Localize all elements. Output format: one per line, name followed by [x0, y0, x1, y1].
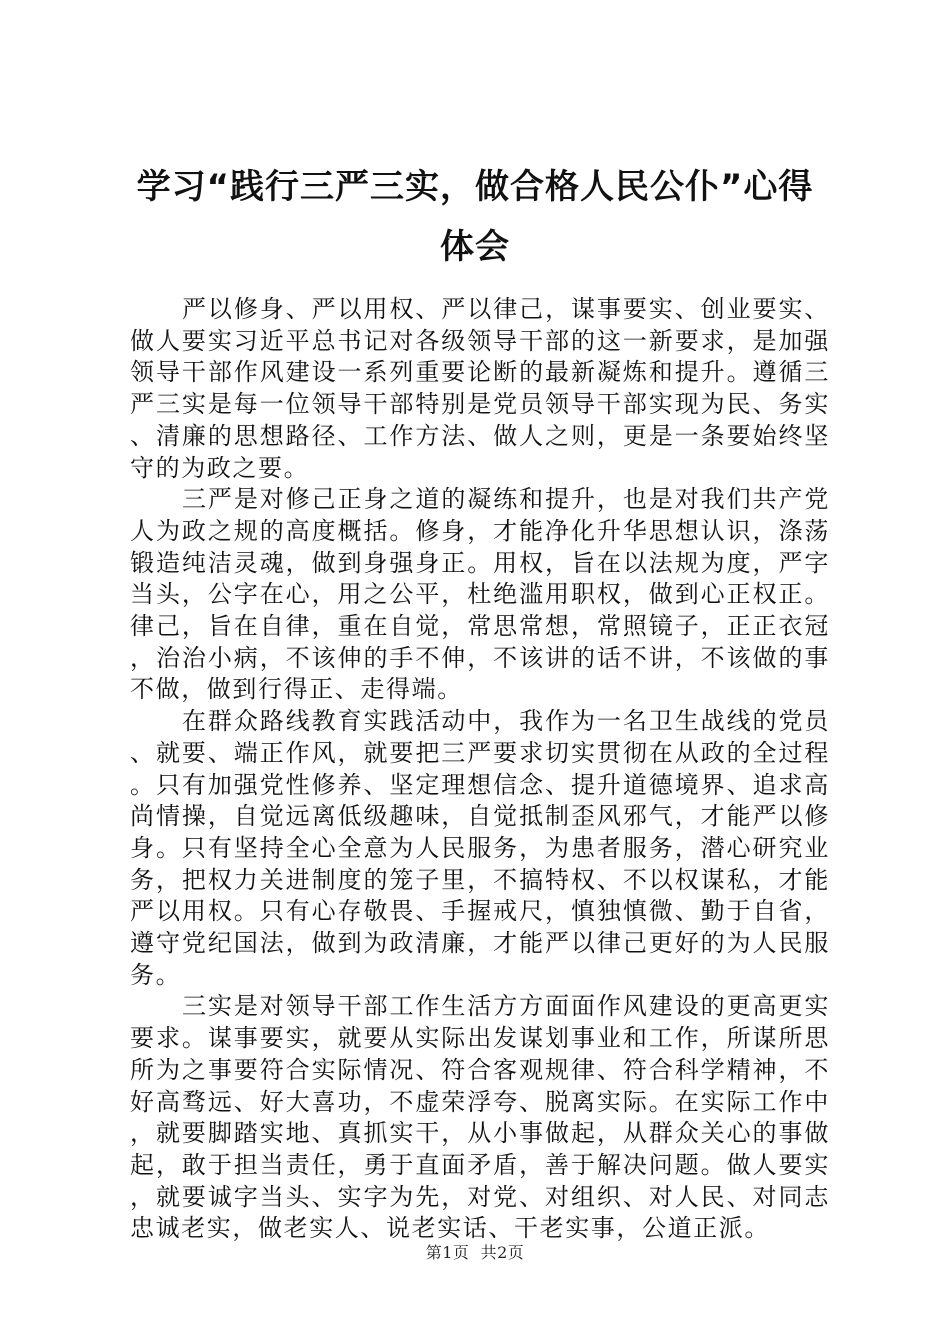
document-body — [130, 294, 830, 1245]
page-number-label: 第1页 共2页 — [425, 1243, 525, 1262]
body-paragraph-4: 三实是对领导干部工作生活方方面面作风建设的更高更实要求。谋事要实，就要从实际出发谋划事业和工作，所谋所思所为之事要符合实际情况、符合客观规律、符合科学精神，不好高骛远、好大喜功，不虚荣浮夸、脱离实际。在实际工作中，就要脚踏实地、真抓实干，从小事做起，从群众关心的事做起，敢于担当责任，勇于直面矛盾，善于解决问题。做人要实，就要诚字当头、实字为先，对党、对组织、对人民、对同志忠诚老实，做老实人、说老实话、干老实事，公道正派。 — [130, 992, 830, 1243]
document-title-line-1: 学习“践行三严三实，做合格人民公仆”心得 — [136, 167, 814, 207]
body-paragraph-1: 严以修身、严以用权、严以律己，谋事要实、创业要实、做人要实习近平总书记对各级领导干部的这一新要求，是加强领导干部作风建设一系列重要论断的最新凝炼和提升。遵循三严三实是每一位领导干部特别是党员领导干部实现为民、务实、清廉的思想路径、工作方法、做人之则，更是一条要始终坚守的为政之要。 — [130, 295, 830, 482]
body-paragraph-3: 在群众路线教育实践活动中，我作为一名卫生战线的党员、就要、端正作风，就要把三严要求切实贯彻在从政的全过程。只有加强党性修养、坚定理想信念、提升道德境界、追求高尚情操，自觉远离低级趣味，自觉抵制歪风邪气，才能严以修身。只有坚持全心全意为人民服务，为患者服务，潜心研究业务，把权力关进制度的笼子里，不搞特权、不以权谋私，才能严以用权。只有心存敬畏、手握戒尺，慎独慎微、勤于自省，遵守党纪国法，做到为政清廉，才能严以律己更好的为人民服务。 — [130, 707, 830, 989]
page-footer — [0, 1242, 950, 1264]
body-paragraph-2: 三严是对修己正身之道的凝练和提升，也是对我们共产党人为政之规的高度概括。修身，才能净化升华思想认识，涤荡锻造纯洁灵魂，做到身强身正。用权，旨在以法规为度，严字当头，公字在心，用之公平，杜绝滥用职权，做到心正权正。律己，旨在自律，重在自觉，常思常想，常照镜子，正正衣冠，治治小病，不该伸的手不伸，不该讲的话不讲，不该做的事不做，做到行得正、走得端。 — [130, 485, 830, 704]
document-title-line-2: 体会 — [440, 227, 510, 267]
document-title — [110, 157, 840, 277]
